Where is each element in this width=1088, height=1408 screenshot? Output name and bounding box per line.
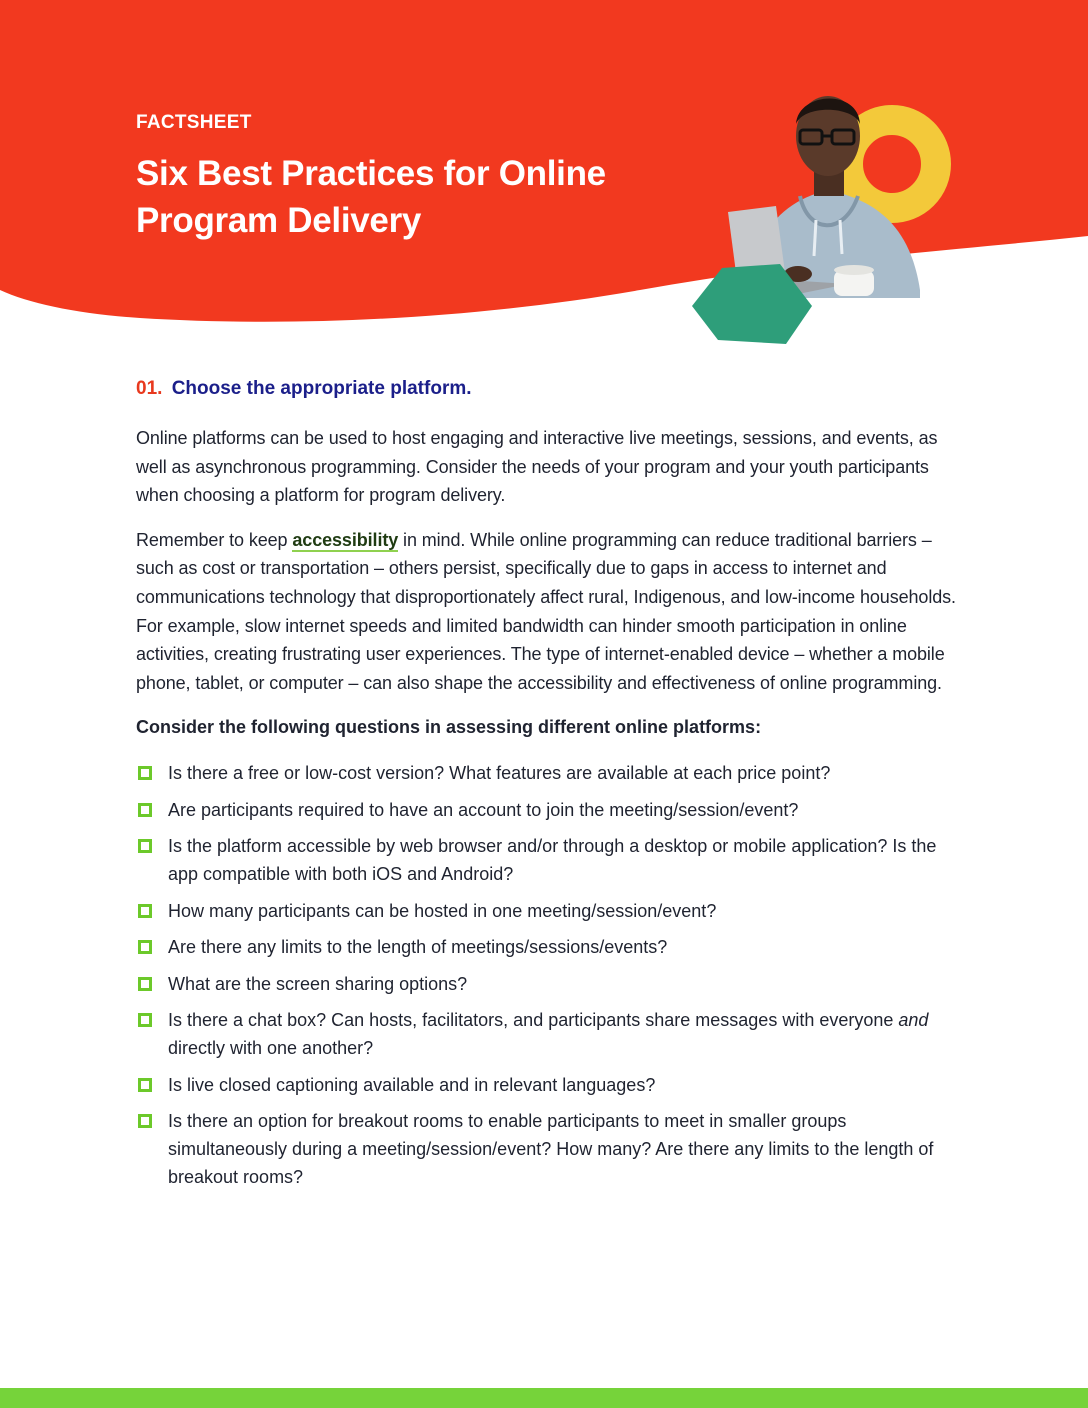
list-item — [136, 1071, 956, 1099]
question-checklist — [136, 759, 956, 1191]
list-item-emphasis: and — [898, 1010, 929, 1031]
list-item — [136, 759, 956, 787]
list-item-text: Is there an option for breakout rooms to enable participants to meet in smaller groups simultaneously during a meeting/session/event? How many? Are there any limits to the length of breakout rooms? — [168, 1111, 934, 1188]
checkbox-square-icon — [138, 1114, 152, 1128]
paragraph-platforms: Online platforms can be used to host engaging and interactive live meetings, sessions, and events, as well as asynchronous programming. Consider the needs of your program and your youth participants when choosing a platform for program delivery. — [136, 428, 938, 506]
page-title: Six Best Practices for Online Program Delivery — [136, 154, 606, 240]
footer-accent-bar — [0, 1388, 1088, 1408]
paragraph-text: in mind. While online programming can reduce traditional barriers – such as cost or transportation – others persist, specifically due to gaps in access to internet and communications technology that disproportionately affect rural, Indigenous, and low-income households. For example, slow internet speeds and limited bandwidth can hinder smooth participation in online activities, creating frustrating user experiences. The type of internet-enabled device – whether a mobile phone, tablet, or computer – can also shape the accessibility and effectiveness of online programming. — [136, 529, 956, 693]
list-item-text: Is live closed captioning available and in relevant languages? — [168, 1074, 656, 1095]
list-item-text-part: Is there a chat box? Can hosts, facilitators, and participants share messages with everyone — [168, 1010, 894, 1031]
checkbox-square-icon — [138, 977, 152, 991]
section-heading — [136, 376, 956, 402]
list-item — [136, 832, 956, 888]
list-item — [136, 970, 956, 998]
checkbox-square-icon — [138, 803, 152, 817]
main-content — [136, 376, 956, 1200]
checkbox-square-icon — [138, 766, 152, 780]
list-item — [136, 1006, 956, 1062]
checkbox-square-icon — [138, 839, 152, 853]
list-item-text: What are the screen sharing options? — [168, 973, 468, 994]
section-number: 01. — [136, 378, 163, 399]
list-item — [136, 933, 956, 961]
checkbox-square-icon — [138, 1013, 152, 1027]
section-heading-text: Choose the appropriate platform. — [171, 378, 472, 399]
checklist-intro: Consider the following questions in assessing different online platforms: — [136, 717, 762, 738]
person-at-laptop-photo — [688, 84, 952, 348]
list-item-text: Are participants required to have an account to join the meeting/session/event? — [168, 799, 799, 820]
checkbox-square-icon — [138, 1078, 152, 1092]
list-item — [136, 897, 956, 925]
list-item-text: How many participants can be hosted in one meeting/session/event? — [168, 900, 717, 921]
list-item — [136, 796, 956, 824]
list-item-text: Are there any limits to the length of meetings/sessions/events? — [168, 937, 668, 958]
list-item-text — [168, 1010, 928, 1058]
list-item-text-part: directly with one another? — [168, 1038, 374, 1059]
yellow-ring-shape — [848, 120, 936, 208]
checkbox-square-icon — [138, 904, 152, 918]
checkbox-square-icon — [138, 940, 152, 954]
eyebrow-label: FACTSHEET — [136, 112, 252, 133]
list-item — [136, 1107, 956, 1191]
paragraph-text: Remember to keep — [136, 529, 293, 550]
list-item-text: Is the platform accessible by web browser and/or through a desktop or mobile application? Is the app compatible with both iOS and Android? — [168, 836, 937, 885]
paragraph-accessibility — [136, 526, 956, 698]
list-item-text: Is there a free or low-cost version? What features are available at each price point? — [168, 763, 831, 784]
accessibility-link[interactable]: accessibility — [292, 529, 399, 550]
